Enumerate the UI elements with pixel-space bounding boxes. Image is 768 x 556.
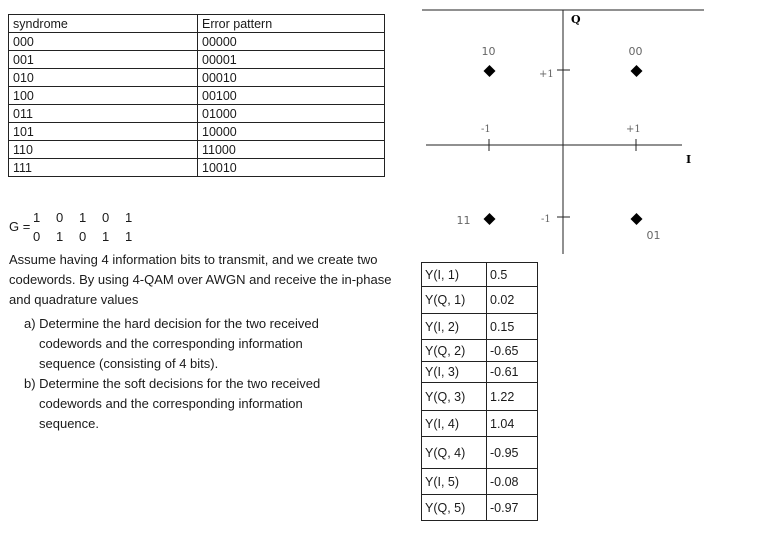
value-cell: 1.22 — [487, 383, 538, 411]
part-b-line: sequence. — [39, 416, 99, 431]
generator-label: G = — [9, 219, 31, 234]
i-tick-minus-label: -1 — [481, 124, 491, 135]
table-row — [422, 314, 538, 340]
generator-entry: 1 — [79, 210, 87, 225]
generator-entry: 0 — [56, 210, 64, 225]
question-part-b — [24, 374, 374, 434]
value-label-cell: Y(I, 1) — [422, 263, 487, 287]
value-cell: -0.08 — [487, 469, 538, 495]
generator-row-1 — [33, 210, 148, 225]
syndrome-table-header — [9, 15, 385, 33]
header-error-pattern: Error pattern — [198, 15, 385, 33]
value-label-cell: Y(Q, 2) — [422, 340, 487, 362]
value-label-cell: Y(I, 4) — [422, 411, 487, 437]
part-b-line: codewords and the corresponding information — [39, 396, 303, 411]
value-label-cell: Y(Q, 3) — [422, 383, 487, 411]
table-row — [9, 105, 385, 123]
constellation-points — [457, 45, 661, 242]
syndrome-cell: 000 — [9, 33, 198, 51]
question-part-a — [24, 314, 374, 374]
constellation-point-label: 11 — [456, 214, 471, 227]
q-tick-minus-label: -1 — [541, 214, 551, 225]
table-row — [9, 51, 385, 69]
part-a-line: sequence (consisting of 4 bits). — [39, 356, 219, 371]
value-cell: -0.61 — [487, 362, 538, 383]
q-axis-label: Q — [571, 13, 581, 26]
problem-intro: Assume having 4 information bits to transmit, and we create two codewords. By using 4-QAM over AWGN and receive the in-phase and quadrature values — [9, 252, 392, 307]
table-row — [422, 287, 538, 314]
value-label-cell: Y(Q, 5) — [422, 495, 487, 521]
constellation-point-10 — [484, 65, 496, 77]
table-row — [422, 383, 538, 411]
generator-entry: 1 — [102, 229, 110, 244]
value-label-cell: Y(I, 2) — [422, 314, 487, 340]
error-pattern-cell: 00100 — [198, 87, 385, 105]
generator-row-2 — [33, 229, 148, 244]
value-cell: -0.97 — [487, 495, 538, 521]
error-pattern-cell: 00010 — [198, 69, 385, 87]
error-pattern-cell: 01000 — [198, 105, 385, 123]
syndrome-cell: 111 — [9, 159, 198, 177]
received-values-table — [421, 262, 538, 521]
table-row — [422, 469, 538, 495]
generator-entry: 1 — [125, 210, 133, 225]
syndrome-cell: 100 — [9, 87, 198, 105]
generator-entry: 0 — [102, 210, 110, 225]
table-row — [9, 87, 385, 105]
syndrome-cell: 101 — [9, 123, 198, 141]
table-row — [9, 33, 385, 51]
constellation-point-00 — [631, 65, 643, 77]
value-label-cell: Y(Q, 1) — [422, 287, 487, 314]
value-cell: 0.5 — [487, 263, 538, 287]
constellation-point-label: 10 — [481, 45, 496, 58]
syndrome-cell: 011 — [9, 105, 198, 123]
error-pattern-cell: 00001 — [198, 51, 385, 69]
table-row — [9, 69, 385, 87]
table-row — [422, 437, 538, 469]
part-a-line: codewords and the corresponding information — [39, 336, 303, 351]
constellation-point-label: 01 — [646, 229, 661, 242]
table-row — [422, 362, 538, 383]
table-row — [422, 263, 538, 287]
header-syndrome: syndrome — [9, 15, 198, 33]
value-label-cell: Y(I, 5) — [422, 469, 487, 495]
generator-entry: 1 — [33, 210, 41, 225]
table-row — [9, 123, 385, 141]
constellation-point-11 — [484, 213, 496, 225]
generator-entry: 1 — [125, 229, 133, 244]
value-cell: -0.65 — [487, 340, 538, 362]
value-label-cell: Y(Q, 4) — [422, 437, 487, 469]
error-pattern-cell: 10010 — [198, 159, 385, 177]
value-cell: -0.95 — [487, 437, 538, 469]
generator-entry: 1 — [56, 229, 64, 244]
i-tick-plus-label: +1 — [626, 124, 641, 135]
part-b-line: b) Determine the soft decisions for the two received — [24, 376, 321, 391]
value-label-cell: Y(I, 3) — [422, 362, 487, 383]
table-row — [9, 141, 385, 159]
i-axis-label: I — [686, 153, 692, 166]
syndrome-cell: 010 — [9, 69, 198, 87]
constellation-point-label: 00 — [628, 45, 643, 58]
table-row — [422, 411, 538, 437]
error-pattern-cell: 00000 — [198, 33, 385, 51]
constellation-point-01 — [631, 213, 643, 225]
syndrome-cell: 110 — [9, 141, 198, 159]
qam-constellation-diagram — [420, 0, 720, 260]
syndrome-cell: 001 — [9, 51, 198, 69]
value-cell: 1.04 — [487, 411, 538, 437]
table-row — [9, 159, 385, 177]
generator-entry: 0 — [79, 229, 87, 244]
part-a-line: a) Determine the hard decision for the two received — [24, 316, 319, 331]
error-pattern-cell: 11000 — [198, 141, 385, 159]
syndrome-table — [8, 14, 385, 177]
q-tick-plus-label: +1 — [539, 69, 554, 80]
generator-entry: 0 — [33, 229, 41, 244]
value-cell: 0.15 — [487, 314, 538, 340]
value-cell: 0.02 — [487, 287, 538, 314]
table-row — [422, 495, 538, 521]
error-pattern-cell: 10000 — [198, 123, 385, 141]
table-row — [422, 340, 538, 362]
